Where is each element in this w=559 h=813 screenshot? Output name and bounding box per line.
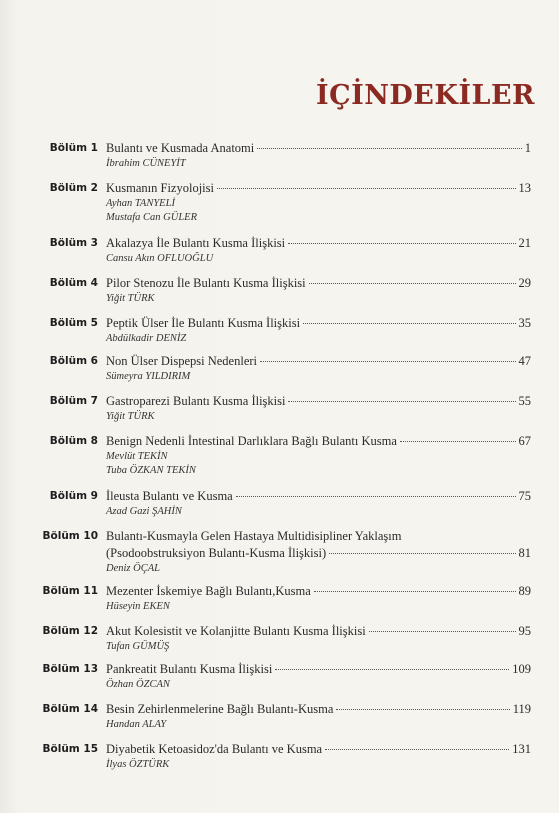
- chapter-author: Tuba ÖZKAN TEKİN: [106, 465, 196, 476]
- chapter-author: Yiğit TÜRK: [106, 293, 155, 304]
- chapter-title[interactable]: Akalazya İle Bulantı Kusma İlişkisi: [106, 236, 286, 250]
- page-number[interactable]: 29: [518, 276, 531, 290]
- dot-leader: [336, 709, 509, 710]
- chapter-content: [106, 353, 531, 384]
- chapter-author: Ayhan TANYELİ: [106, 198, 175, 209]
- chapter-content: [106, 583, 531, 614]
- chapter-label: Bölüm 12: [42, 625, 98, 637]
- page-number[interactable]: 35: [518, 316, 531, 330]
- chapter-label: Bölüm 2: [49, 182, 98, 194]
- page-number[interactable]: 131: [512, 742, 531, 756]
- dot-leader: [288, 401, 515, 402]
- chapter-author: Deniz ÖÇAL: [106, 563, 160, 574]
- dot-leader: [260, 361, 515, 362]
- chapter-title[interactable]: Pankreatit Bulantı Kusma İlişkisi: [106, 662, 273, 676]
- chapter-label: Bölüm 10: [42, 530, 98, 542]
- chapter-content: [106, 315, 531, 346]
- page-number[interactable]: 47: [518, 354, 531, 368]
- chapter-label: Bölüm 15: [42, 743, 98, 755]
- chapter-title-line: [106, 545, 531, 562]
- chapter-title[interactable]: Mezenter İskemiye Bağlı Bulantı,Kusma: [106, 584, 311, 598]
- chapter-label: Bölüm 13: [42, 663, 98, 675]
- chapter-content: [106, 741, 531, 772]
- chapter-content: [106, 180, 531, 225]
- chapter-content: [106, 275, 531, 306]
- chapter-author: Sümeyra YILDIRIM: [106, 371, 191, 382]
- page-number[interactable]: 89: [518, 584, 531, 598]
- page-number[interactable]: 1: [524, 141, 531, 155]
- dot-leader: [303, 323, 515, 324]
- page-number[interactable]: 119: [512, 702, 531, 716]
- chapter-title[interactable]: Benign Nedenli İntestinal Darlıklara Bağlı Bulantı Kusma: [106, 434, 397, 448]
- chapter-title-line: [106, 488, 531, 505]
- page-number[interactable]: 21: [518, 236, 531, 250]
- chapter-content: [106, 433, 531, 478]
- dot-leader: [309, 283, 516, 284]
- chapter-title[interactable]: Non Ülser Dispepsi Nedenleri: [106, 354, 258, 368]
- page-number[interactable]: 67: [518, 434, 531, 448]
- dot-leader: [325, 749, 509, 750]
- chapter-label: Bölüm 3: [49, 237, 98, 249]
- chapter-label: Bölüm 6: [49, 355, 98, 367]
- chapter-title-line: [106, 140, 531, 157]
- chapter-title[interactable]: Diyabetik Ketoasidoz'da Bulantı ve Kusma: [106, 742, 323, 756]
- chapter-content: [106, 140, 531, 171]
- chapter-title[interactable]: Besin Zehirlenmelerine Bağlı Bulantı-Kusma: [106, 702, 334, 716]
- chapter-title-line: [106, 235, 531, 252]
- dot-leader: [314, 591, 516, 592]
- chapter-content: [106, 488, 531, 519]
- chapter-content: [106, 235, 531, 266]
- chapter-title-line: [106, 393, 531, 410]
- chapter-title-line: [106, 353, 531, 370]
- dot-leader: [288, 243, 515, 244]
- chapter-title[interactable]: Pilor Stenozu İle Bulantı Kusma İlişkisi: [106, 276, 306, 290]
- chapter-title-line: [106, 583, 531, 600]
- dot-leader: [217, 188, 516, 189]
- chapter-content: [106, 661, 531, 692]
- chapter-author: Özhan ÖZCAN: [106, 679, 170, 690]
- page-title: İÇİNDEKİLER: [315, 80, 535, 112]
- chapter-author: Mevlüt TEKİN: [106, 451, 168, 462]
- chapter-author: Abdülkadir DENİZ: [106, 333, 187, 344]
- dot-leader: [275, 669, 509, 670]
- chapter-content: [106, 528, 531, 576]
- chapter-author: Cansu Akın OFLUOĞLU: [106, 253, 214, 264]
- dot-leader: [369, 631, 516, 632]
- chapter-label: Bölüm 14: [42, 703, 98, 715]
- chapter-title[interactable]: Bulantı ve Kusmada Anatomi: [106, 141, 255, 155]
- chapter-author: Tufan GÜMÜŞ: [106, 641, 170, 652]
- chapter-content: [106, 393, 531, 424]
- chapter-content: [106, 623, 531, 654]
- chapter-title-line: [106, 701, 531, 718]
- dot-leader: [400, 441, 516, 442]
- chapter-label: Bölüm 8: [49, 435, 98, 447]
- chapter-title[interactable]: Akut Kolesistit ve Kolanjitte Bulantı Kusma İlişkisi: [106, 624, 366, 638]
- page-number[interactable]: 75: [518, 489, 531, 503]
- chapter-label: Bölüm 4: [49, 277, 98, 289]
- chapter-title-line: [106, 180, 531, 197]
- dot-leader: [236, 496, 516, 497]
- chapter-author: Handan ALAY: [106, 719, 167, 730]
- chapter-title-line1: Bulantı-Kusmayla Gelen Hastaya Multidisipliner Yaklaşım: [106, 529, 402, 543]
- chapter-title-line: [106, 315, 531, 332]
- dot-leader: [257, 148, 522, 149]
- chapter-title-line: [106, 661, 531, 678]
- chapter-author: İlyas ÖZTÜRK: [106, 759, 170, 770]
- chapter-title[interactable]: Gastroparezi Bulantı Kusma İlişkisi: [106, 394, 286, 408]
- page-number[interactable]: 95: [518, 624, 531, 638]
- chapter-title-line: [106, 623, 531, 640]
- chapter-title[interactable]: İleusta Bulantı ve Kusma: [106, 489, 233, 503]
- chapter-title-line: [106, 275, 531, 292]
- page-number[interactable]: 55: [518, 394, 531, 408]
- chapter-author: Yiğit TÜRK: [106, 411, 155, 422]
- chapter-title[interactable]: Peptik Ülser İle Bulantı Kusma İlişkisi: [106, 316, 301, 330]
- chapter-label: Bölüm 5: [49, 317, 98, 329]
- chapter-title-line: [106, 741, 531, 758]
- chapter-title[interactable]: (Psodoobstruksiyon Bulantı-Kusma İlişkisi): [106, 546, 327, 560]
- chapter-author: İbrahim CÜNEYİT: [106, 158, 186, 169]
- page-number[interactable]: 81: [518, 546, 531, 560]
- chapter-label: Bölüm 7: [49, 395, 98, 407]
- chapter-author: Azad Gazi ŞAHİN: [106, 506, 182, 517]
- dot-leader: [329, 553, 515, 554]
- page-number[interactable]: 13: [518, 181, 531, 195]
- chapter-label: Bölüm 1: [49, 142, 98, 154]
- page-number[interactable]: 109: [512, 662, 531, 676]
- chapter-content: [106, 701, 531, 732]
- chapter-label: Bölüm 11: [42, 585, 98, 597]
- chapter-author: Hüseyin EKEN: [106, 601, 170, 612]
- chapter-author: Mustafa Can GÜLER: [106, 212, 198, 223]
- chapter-title[interactable]: Kusmanın Fizyolojisi: [106, 181, 214, 195]
- chapter-label: Bölüm 9: [49, 490, 98, 502]
- chapter-title-line: [106, 433, 531, 450]
